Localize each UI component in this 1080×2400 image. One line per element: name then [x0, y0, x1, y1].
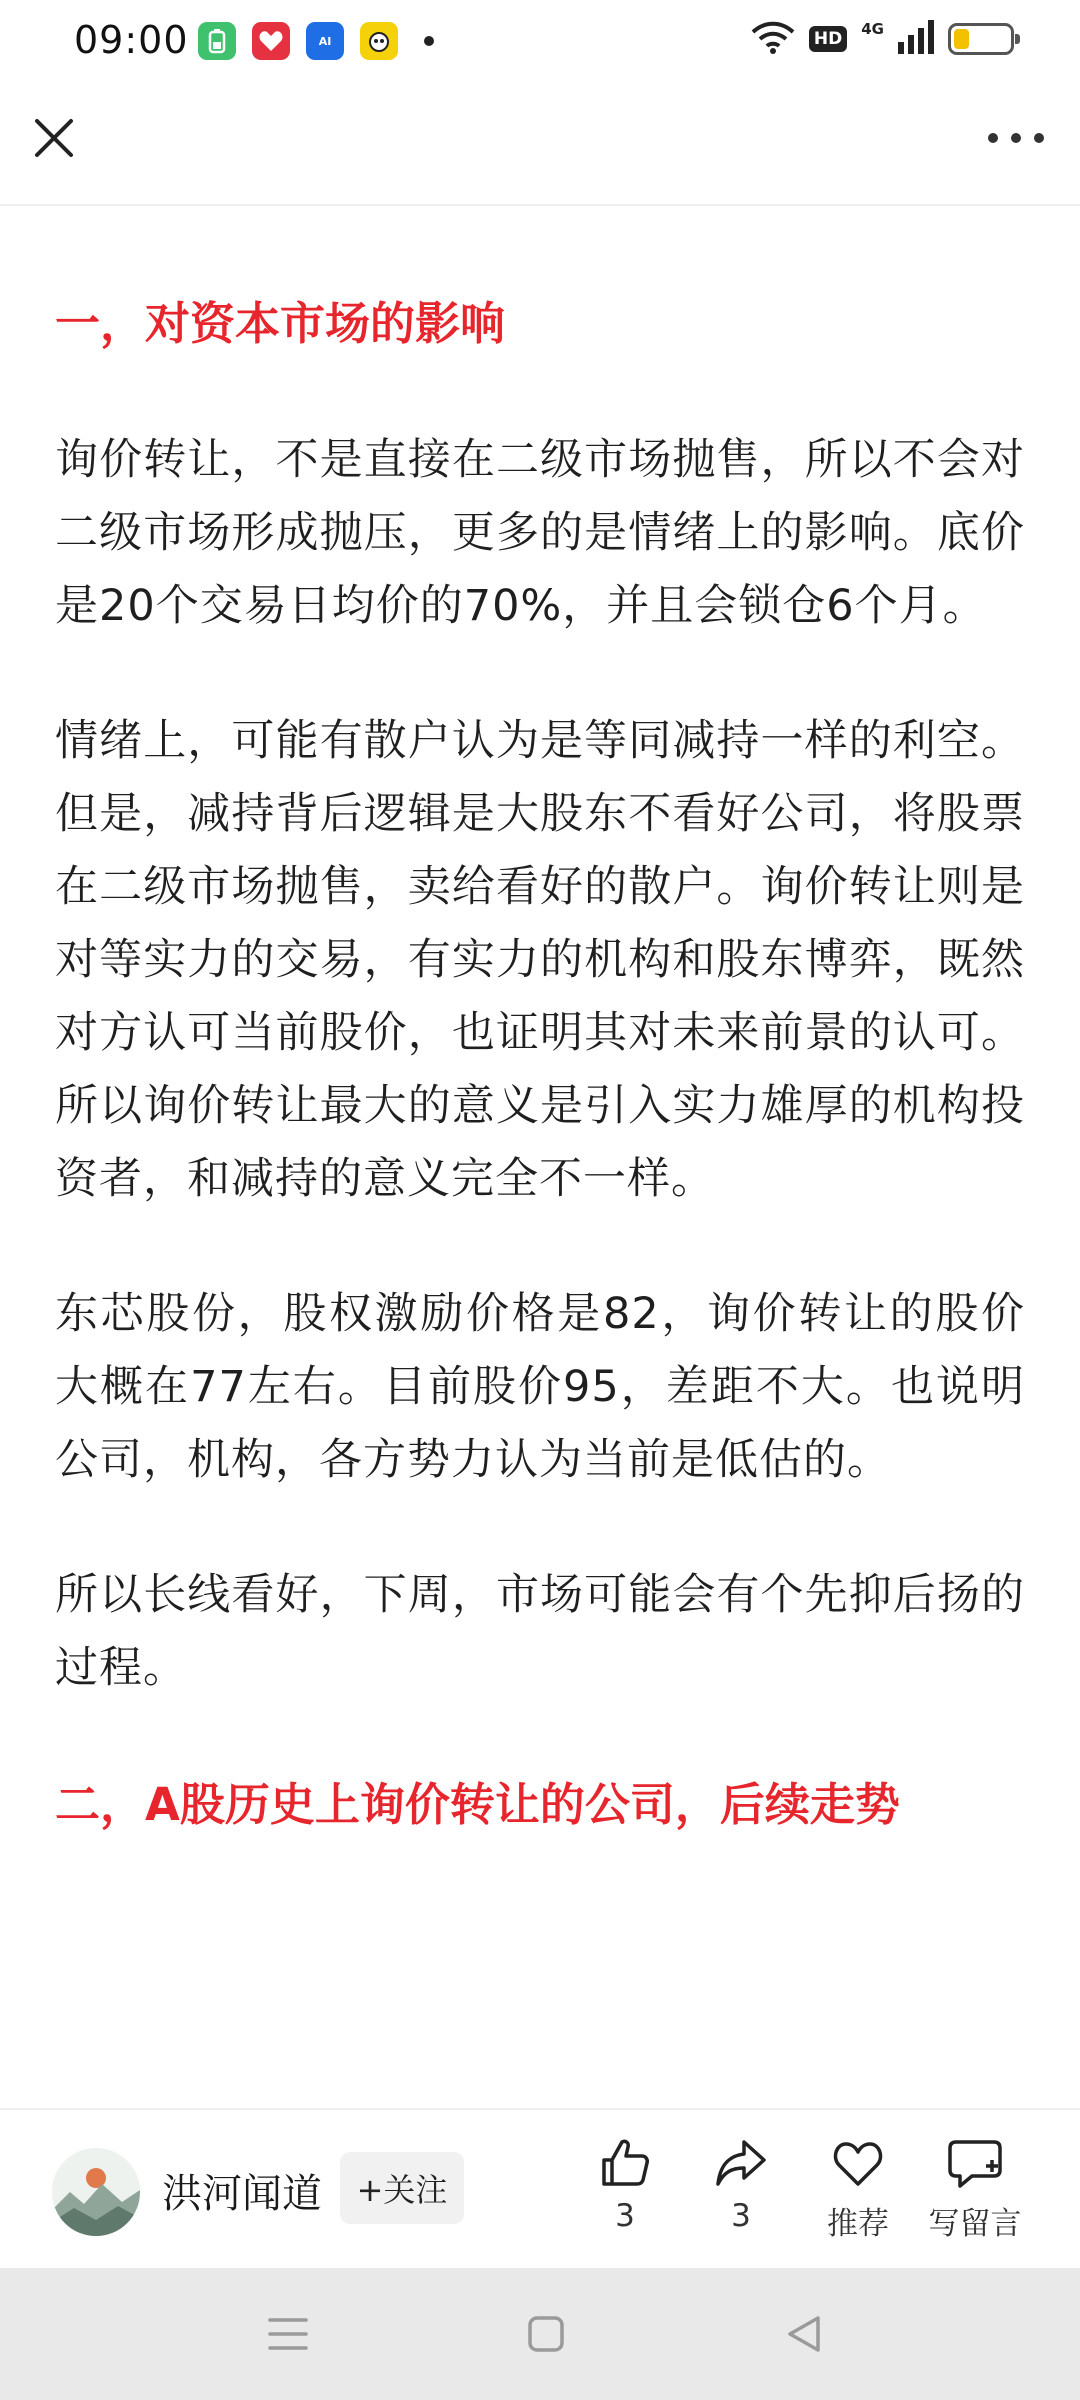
ai-app-label: AI	[318, 34, 332, 48]
close-button[interactable]	[28, 112, 80, 164]
battery-level	[954, 29, 969, 49]
battery-cap	[1015, 34, 1020, 44]
recommend-label: 推荐	[827, 2206, 889, 2242]
recommend-button[interactable]	[803, 2136, 913, 2243]
system-nav-bar	[0, 2268, 1080, 2400]
hd-badge: HD	[809, 26, 847, 52]
comment-label: 写留言	[928, 2206, 1022, 2242]
write-comment-icon	[946, 2136, 1004, 2190]
share-icon	[714, 2136, 768, 2190]
action-bar	[0, 2108, 1080, 2268]
notification-icons	[198, 22, 434, 60]
paragraph: 东芯股份，股权激励价格是82，询价转让的股价大概在77左右。目前股价95，差距不大。也说明公司，机构，各方势力认为当前是低估的。	[55, 1289, 1025, 1485]
battery-app-icon	[198, 22, 236, 60]
status-bar	[0, 0, 1080, 82]
article-content	[55, 206, 1025, 2106]
paragraph: 情绪上，可能有散户认为是等同减持一样的利空。但是，减持背后逻辑是大股东不看好公司，将股票在二级市场抛售，卖给看好的散户。询价转让则是对等实力的交易，有实力的机构和股东博弈，既然对方认可当前股价，也证明其对未来前景的认可。所以询价转让最大的意义是引入实力雄厚的机构投资者，和减持的意义完全不一样。	[55, 716, 1025, 1204]
top-bar	[0, 82, 1080, 206]
follow-button[interactable]: +关注	[340, 2152, 464, 2224]
paragraph: 询价转让，不是直接在二级市场抛售，所以不会对二级市场形成抛压，更多的是情绪上的影响。底价是20个交易日均价的70%，并且会锁仓6个月。	[55, 435, 1025, 631]
network-type: 4G	[861, 20, 884, 38]
status-time: 09:00	[74, 18, 189, 62]
heart-icon	[831, 2136, 885, 2190]
more-icon	[1034, 133, 1044, 143]
like-count: 3	[615, 2198, 635, 2234]
ai-app-icon	[306, 22, 344, 60]
section-heading-2: 二，A股历史上询价转让的公司，后续走势	[55, 1778, 900, 1831]
more-button[interactable]	[988, 116, 1044, 160]
comment-button[interactable]	[920, 2136, 1030, 2243]
like-button[interactable]	[570, 2136, 680, 2234]
more-icon	[988, 133, 998, 143]
battery-icon	[948, 23, 1014, 55]
back-button[interactable]	[776, 2306, 832, 2362]
more-icon	[1011, 133, 1021, 143]
signal-icon	[898, 20, 934, 58]
paragraph: 所以长线看好，下周，市场可能会有个先抑后扬的过程。	[55, 1570, 1025, 1693]
thumbs-up-icon	[598, 2136, 652, 2190]
menu-icon	[266, 2314, 310, 2354]
more-notifications-dot	[424, 36, 434, 46]
share-button[interactable]	[686, 2136, 796, 2234]
cartoon-app-icon	[360, 22, 398, 60]
system-icons	[751, 20, 1014, 58]
wifi-icon	[751, 20, 795, 58]
share-count: 3	[731, 2198, 751, 2234]
back-triangle-icon	[784, 2314, 824, 2354]
home-square-icon	[526, 2314, 566, 2354]
home-button[interactable]	[518, 2306, 574, 2362]
section-heading-1: 一，对资本市场的影响	[55, 297, 506, 350]
menu-button[interactable]	[260, 2306, 316, 2362]
close-icon	[34, 118, 74, 158]
heart-app-icon	[252, 22, 290, 60]
author-avatar[interactable]	[52, 2148, 140, 2236]
author-name[interactable]: 洪河闻道	[162, 2171, 322, 2217]
